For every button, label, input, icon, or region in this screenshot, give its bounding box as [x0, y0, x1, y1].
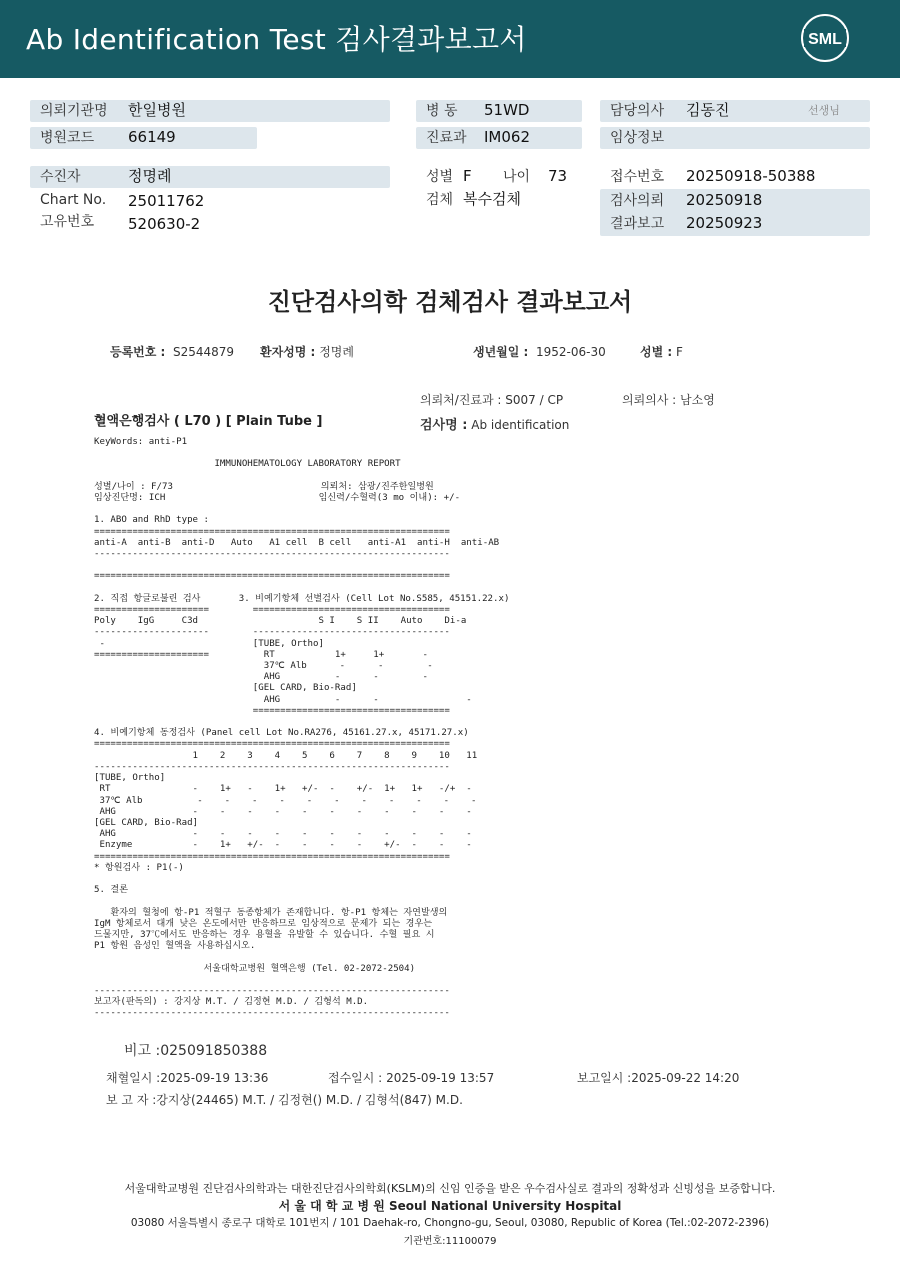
institution-label: 의뢰기관명 — [40, 103, 108, 119]
ward-label: 병 동 — [426, 103, 458, 119]
lab-report-body: KeyWords: anti-P1 IMMUNOHEMATOLOGY LABORATORY REPORT 성별/나이 : F/73 의뢰처: 삼광/진주한일병원 임상진단명: ICH 임신력/수혈력(3 mo 이내): +/- 1. ABO and RhD type : ================================================================= anti-A anti-B anti-D Auto A1 cell B cell anti-A1 anti-H anti-AB ----------------------------------------------------------------- ================================================================= 2. 직접 항글로불린 검사 3. 비예기항체 선별검사 (Cell Lot No.S585, 45151.22.x) ===================== ==================================== Poly IgG C3d S I S II Auto Di-a --------------------- ------------------------------------ - [TUBE, Ortho] ===================== RT 1+ 1+ - 37℃ Alb - - - AHG - - - [GEL CARD, Bio-Rad] AHG - - - ==================================== 4. 비예기항체 동정검사 (Panel cell Lot No.RA276, 45161.27.x, 45171.27.x) ================================================================= 1 2 3 4 5 6 7 8 9 10 11 ----------------------------------------------------------------- [TUBE, Ortho] RT - 1+ - 1+ +/- - +/- 1+ 1+ -/+ - 37℃ Alb - - - - - - - - - - - AHG - - - - - - - - - - - [GEL CARD, Bio-Rad] AHG - - - - - - - - - - - Enzyme - 1+ +/- - - - - +/- - - - ================================================================= * 항원검사 : P1(-) 5. 결론 환자의 혈청에 항-P1 적혈구 동종항체가 존재합니다. 항-P1 항체는 자연발생의 IgM 항체로서 대개 낮은 온도에서만 반응하므로 임상적으로 문제가 되는 경우는 드물지만, 37℃에서도 반응하는 경우 용혈을 유발할 수 있습니다. 수혈 필요 시 P1 항원 음성인 혈액을 사용하십시오. 서울대학교병원 혈액은행 (Tel. 02-2072-2504) ----------------------------------------------------------------- 보고자(판독의) : 강지상 M.T. / 김정현 M.D. / 김형석 M.D. ----------------------------------------------------------------- — [94, 437, 510, 1019]
header-bar — [0, 0, 900, 78]
hospital-name: 서 울 대 학 교 병 원 Seoul National University Hospital — [278, 1199, 622, 1213]
sex-value: F — [463, 167, 472, 185]
dept-line: 의뢰처/진료과 : S007 / CP — [420, 393, 564, 407]
doctor-suffix: 선생님 — [808, 104, 840, 117]
chart-label: Chart No. — [40, 192, 107, 208]
requesting-doctor: 의뢰의사 : 남소영 — [622, 393, 715, 407]
doctor-value: 김동진 — [686, 101, 730, 119]
patient-pill — [30, 166, 390, 188]
patient-label: 수진자 — [40, 169, 81, 185]
age-value: 73 — [548, 167, 568, 185]
dept-label: 진료과 — [426, 130, 467, 146]
dept-value: IM062 — [484, 128, 530, 146]
reg-number: 등록번호 : S2544879 — [110, 345, 235, 359]
patient-name: 환자성명 : 정명례 — [260, 345, 354, 359]
test-group: 혈액은행검사 ( L70 ) [ Plain Tube ] — [94, 414, 323, 429]
remarks: 비고 :025091850388 — [124, 1043, 268, 1059]
report-date-value: 20250923 — [686, 214, 763, 232]
document-title: 진단검사의학 검체검사 결과보고서 — [267, 288, 633, 316]
certification-note: 서울대학교병원 진단검사의학과는 대한진단검사의학회(KSLM)의 신임 인증을 받은 우수검사실로 결과의 정확성과 신빙성을 보증합니다. — [124, 1182, 776, 1195]
institution-value: 한일병원 — [128, 101, 186, 119]
specimen-label: 검체 — [426, 192, 454, 208]
age-label: 나이 — [503, 169, 531, 185]
reporter: 보 고 자 :강지상(24465) M.T. / 김정현() M.D. / 김형석(847) M.D. — [106, 1093, 463, 1107]
request-label: 검사의뢰 — [610, 193, 665, 209]
report-date-label: 결과보고 — [610, 216, 665, 232]
collect-time: 채혈일시 :2025-09-19 13:36 — [106, 1071, 269, 1085]
report-time: 보고일시 :2025-09-22 14:20 — [577, 1071, 740, 1085]
receipt-value: 20250918-50388 — [686, 167, 816, 185]
receipt-label: 접수번호 — [610, 169, 665, 185]
unique-label: 고유번호 — [40, 214, 95, 230]
patient-value: 정명례 — [128, 167, 172, 185]
ward-value: 51WD — [484, 101, 530, 119]
test-name: 검사명 : Ab identification — [420, 418, 570, 433]
birth-date: 생년월일 : 1952-06-30 — [473, 345, 606, 359]
request-value: 20250918 — [686, 191, 763, 209]
chart-value: 25011762 — [128, 192, 205, 210]
hospital-code-value: 66149 — [128, 128, 176, 146]
specimen-value: 복수검체 — [463, 190, 521, 208]
doc-sex: 성별 : F — [640, 345, 683, 359]
unique-value: 520630-2 — [128, 215, 201, 233]
institution-code: 기관번호:11100079 — [403, 1236, 497, 1247]
sex-label: 성별 — [426, 169, 454, 185]
hospital-code-label: 병원코드 — [40, 130, 95, 146]
doctor-label: 담당의사 — [610, 103, 665, 119]
report-title: Ab Identification Test 검사결과보고서 — [26, 23, 527, 56]
accept-time: 접수일시 : 2025-09-19 13:57 — [328, 1071, 495, 1085]
hospital-address: 03080 서울특별시 종로구 대학로 101번지 / 101 Daehak-ro, Chongno-gu, Seoul, 03080, Republic of Korea (Tel.:02-2072-2396) — [130, 1217, 770, 1229]
sml-logo-icon — [800, 13, 850, 63]
clinical-label: 임상정보 — [610, 130, 665, 146]
svg-text:SML: SML — [808, 31, 842, 48]
